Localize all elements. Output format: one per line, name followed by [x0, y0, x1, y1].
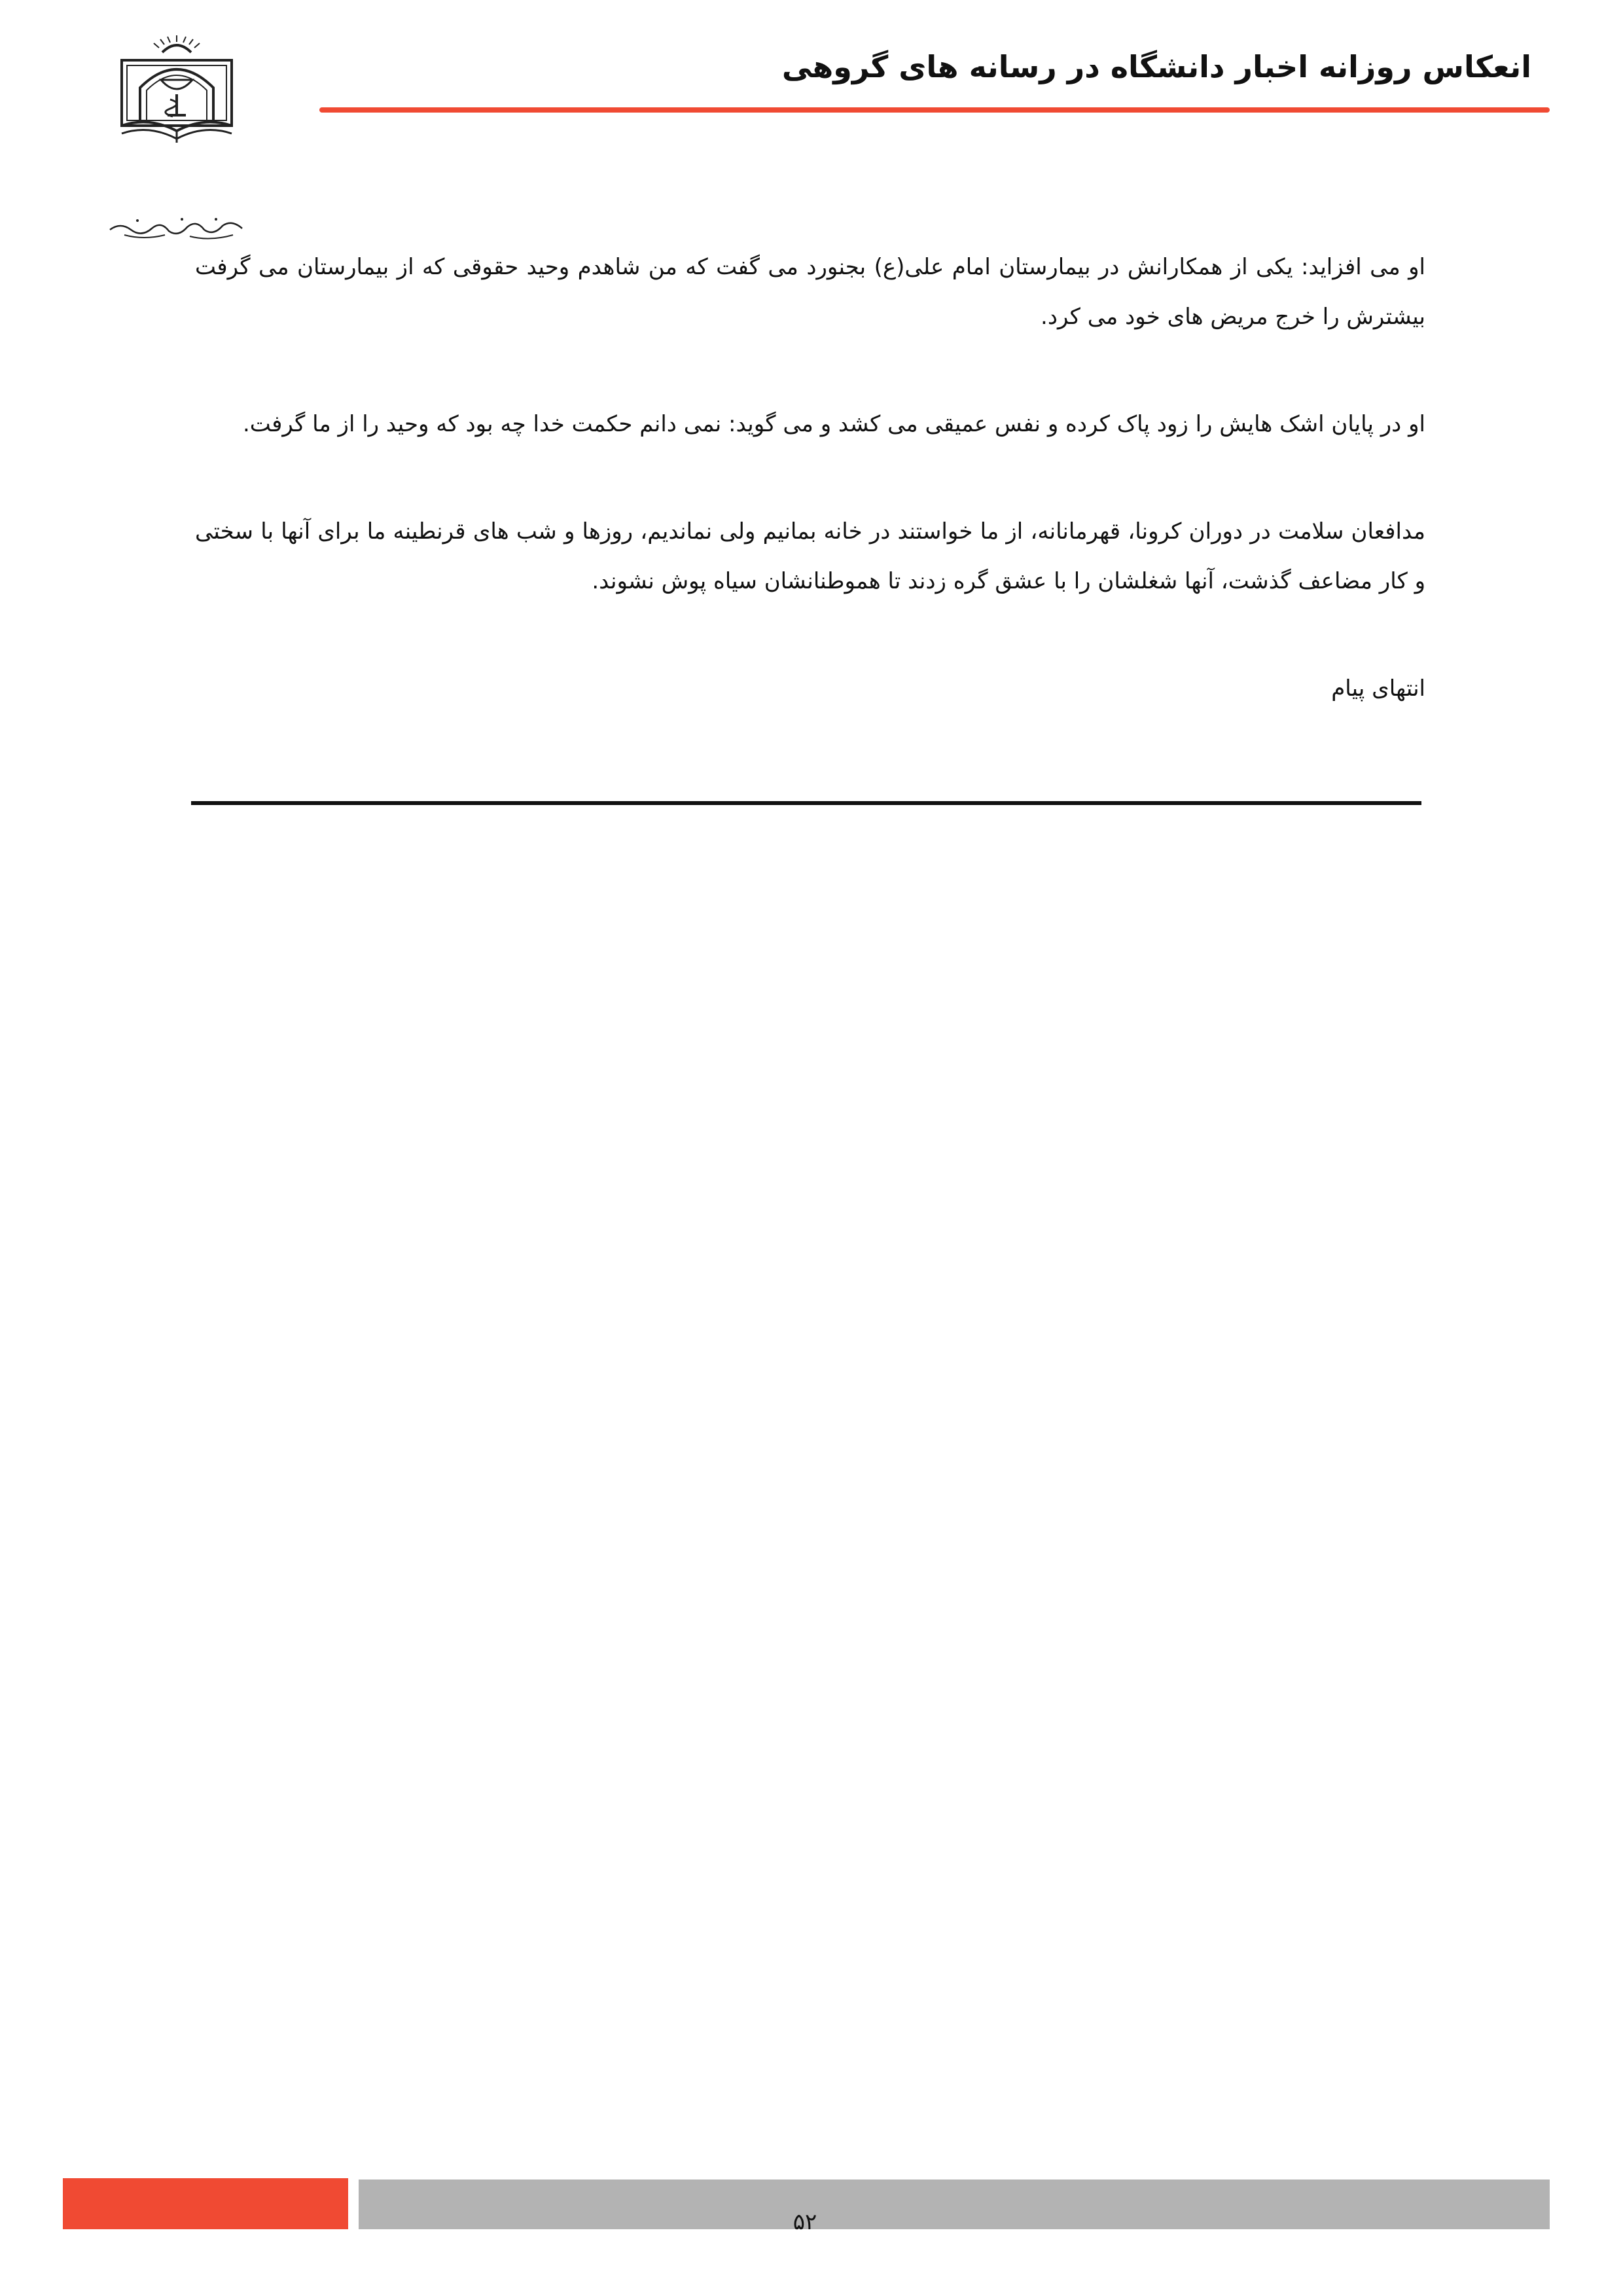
article-end-divider	[191, 801, 1421, 805]
end-of-message: انتهای پیام	[1331, 675, 1425, 702]
page-number: ۵۲	[793, 2209, 817, 2235]
article-body	[195, 242, 1425, 713]
university-emblem-icon	[105, 34, 249, 165]
article-paragraph: او در پایان اشک هایش را زود پاک کرده و نفس عمیقی می کشد و می گوید: نمی دانم حکمت خدا چه بود که وحید را از ما گرفت.	[242, 411, 1425, 437]
university-logo	[105, 34, 249, 165]
page-header-title: انعکاس روزانه اخبار دانشگاه در رسانه های گروهی	[781, 49, 1531, 84]
article-paragraph: مدافعان سلامت در دوران کرونا، قهرمانانه، از ما خواستند در خانه بمانیم ولی نماندیم، روزها و شب های قرنطینه ما برای آنها با سختی و کار مضاعف گذشت، آنها شغلشان را با عشق گره زدند تا هموطنانشان سیاه پوش نشوند.	[195, 518, 1425, 594]
header-divider	[319, 107, 1550, 113]
article-paragraph: او می افزاید: یکی از همکارانش در بیمارستان امام علی(ع) بجنورد می گفت که من شاهدم وحید حقوقی که از بیمارستان می گرفت بیشترش را خرج مریض های خود می کرد.	[195, 254, 1425, 330]
footer-accent-bar	[63, 2178, 348, 2229]
footer-bar	[359, 2179, 1550, 2229]
